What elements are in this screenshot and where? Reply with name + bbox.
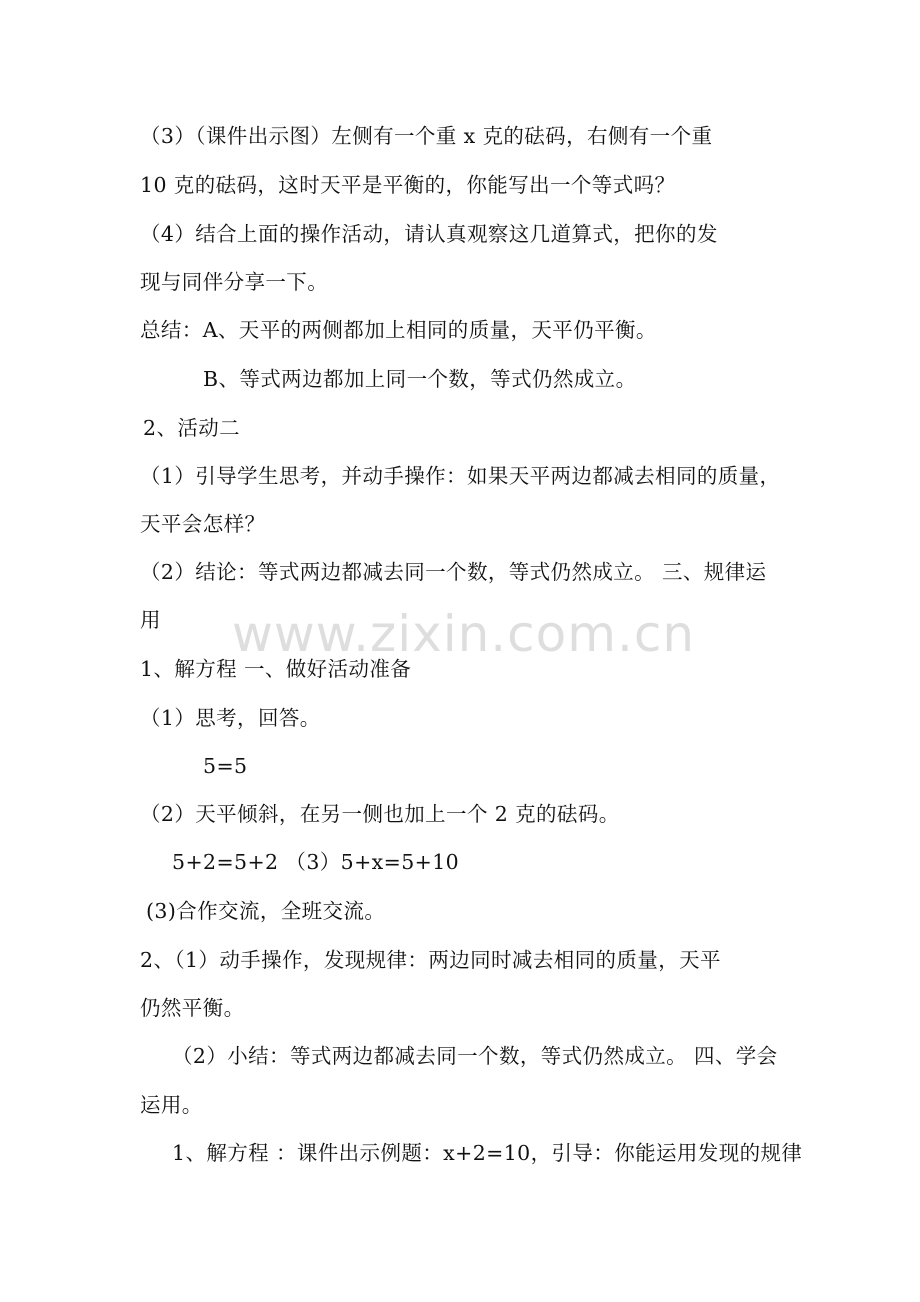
paragraph-line: 仍然平衡。 [140,996,245,1020]
paragraph-line: 现与同伴分享一下。 [140,270,329,294]
paragraph-line: （3）（课件出示图）左侧有一个重 x 克的砝码，右侧有一个重 [140,124,713,148]
paragraph-line: （4）结合上面的操作活动，请认真观察这几道算式，把你的发 [140,222,718,246]
paragraph-line: 10 克的砝码，这时天平是平衡的，你能写出一个等式吗？ [140,173,676,197]
paragraph-line: 用 [140,608,161,632]
paragraph-line: 运用。 [140,1093,203,1117]
paragraph-line: （2）小结：等式两边都减去同一个数，等式仍然成立。 四、学会 [172,1044,778,1068]
watermark-text: www.zixin.com.cn [232,605,696,663]
summary-line: B、等式两边都加上同一个数，等式仍然成立。 [203,367,637,391]
section-heading: 2、活动二 [143,416,241,440]
equation-line: 5+2=5+2 （3）5+x=5+10 [172,850,460,874]
paragraph-line: （2）天平倾斜，在另一侧也加上一个 2 克的砝码。 [140,802,620,826]
equation-line: 5=5 [203,754,248,778]
paragraph-line: （1）思考，回答。 [140,706,321,730]
paragraph-line: 2、（1）动手操作，发现规律：两边同时减去相同的质量，天平 [140,948,721,972]
paragraph-line: 1、解方程 ：课件出示例题：x+2=10，引导：你能运用发现的规律 [172,1141,803,1165]
paragraph-line: （1）引导学生思考，并动手操作：如果天平两边都减去相同的质量， [140,464,781,488]
paragraph-line: 1、解方程 一、做好活动准备 [140,657,412,681]
summary-line: 总结：A、天平的两侧都加上相同的质量，天平仍平衡。 [140,318,657,342]
paragraph-line: （2）结论：等式两边都减去同一个数，等式仍然成立。 三、规律运 [140,560,767,584]
paragraph-line: (3)合作交流，全班交流。 [146,899,386,923]
paragraph-line: 天平会怎样？ [140,512,266,536]
